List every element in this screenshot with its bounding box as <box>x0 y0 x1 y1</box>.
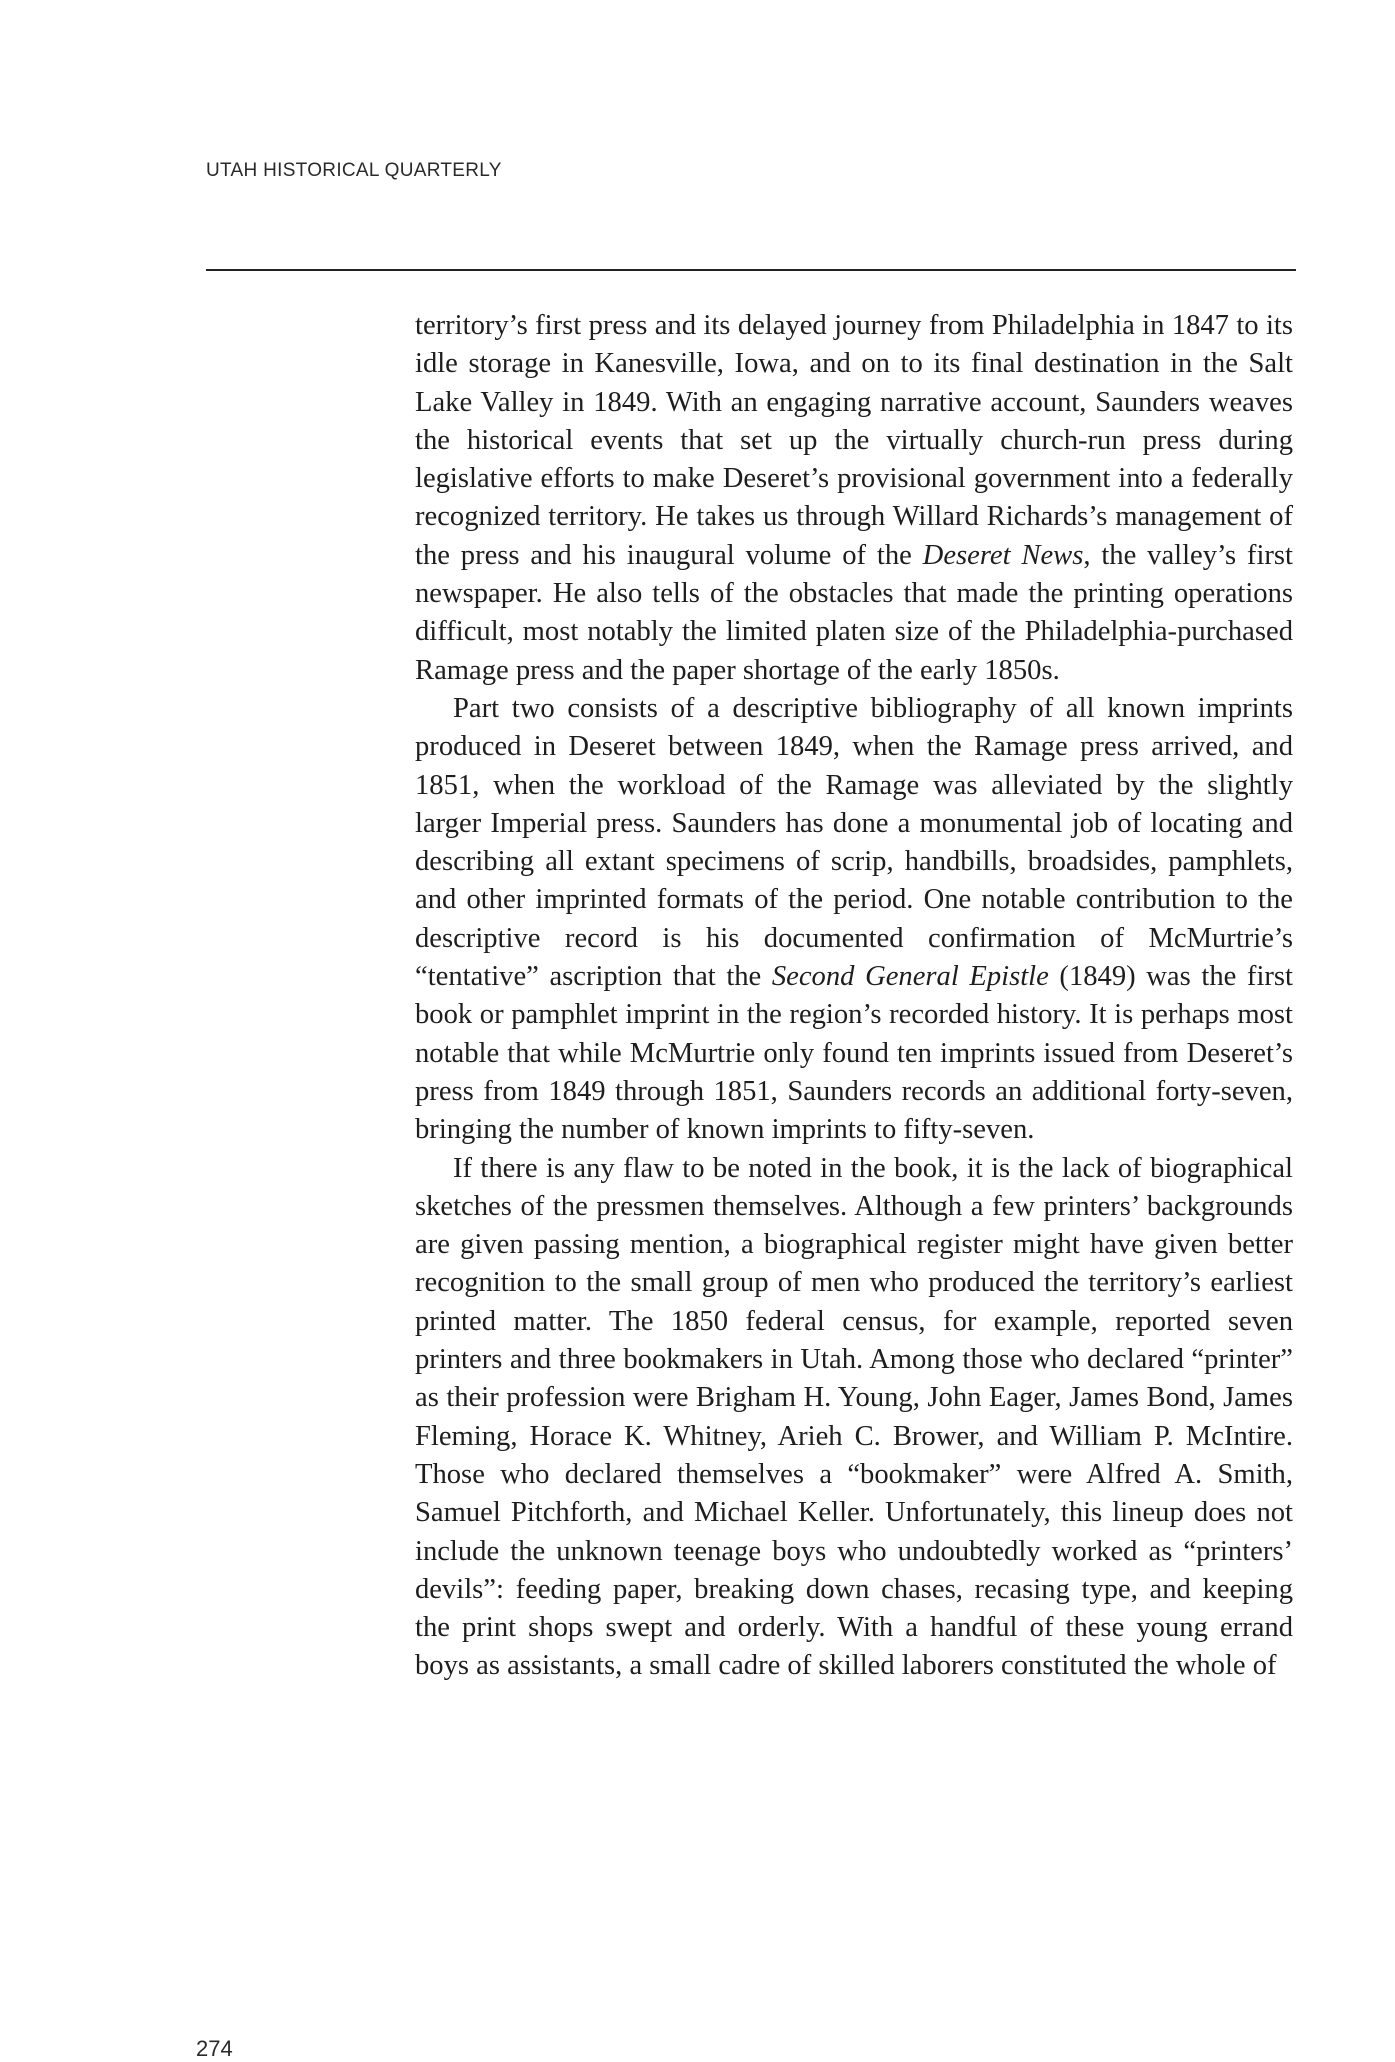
paragraph-1-text-a: territory’s first press and its delayed journey from Philadelphia in 1847 to its idle storage in Kanesville, Iowa, and on to its final destination in the Salt Lake Valley in 1849. With an engaging narrative account, Saunders weaves the historical events that set up the virtually church-run press during legislative efforts to make Deseret’s provisional government into a federally recognized territory. He takes us through Willard Richards’s management of the press and his inaugural volume of the <box>415 310 1293 571</box>
header-rule <box>206 269 1296 271</box>
paragraph-1-italic-title: Deseret News <box>922 539 1084 571</box>
article-body <box>415 307 1293 1686</box>
paragraph-2-text-b: (1849) was the first book or pamphlet imprint in the region’s recorded history. It is perhaps most notable that while McMurtrie only found ten imprints issued from Deseret’s press from 1849 through 1851, Saunders records an additional forty-seven, bringing the number of known imprints to fifty-seven. <box>415 961 1293 1146</box>
paragraph-3: If there is any flaw to be noted in the book, it is the lack of biographical sketches of the pressmen themselves. Although a few printers’ backgrounds are given passing mention, a biographical register might have given better recognition to the small group of men who produced the territory’s earliest printed matter. The 1850 federal census, for example, reported seven printers and three bookmakers in Utah. Among those who declared “printer” as their profession were Brigham H. Young, John Eager, James Bond, James Fleming, Horace K. Whitney, Arieh C. Brower, and William P. McIntire. Those who declared themselves a “bookmaker” were Alfred A. Smith, Samuel Pitchforth, and Michael Keller. Unfortunately, this lineup does not include the unknown teenage boys who undoubtedly worked as “printers’ devils”: feeding paper, breaking down chases, recasing type, and keeping the print shops swept and orderly. With a handful of these young errand boys as assistants, a small cadre of skilled laborers constituted the whole of <box>415 1152 1293 1682</box>
paragraph-2 <box>415 690 1293 1150</box>
page-number: 274 <box>196 2036 233 2061</box>
paragraph-2-text-a: Part two consists of a descriptive bibliography of all known imprints produced in Deseret between 1849, when the Ramage press arrived, and 1851, when the workload of the Ramage was alleviated by the slightly larger Imperial press. Saunders has done a monumental job of locating and describing all extant specimens of scrip, handbills, broadsides, pamphlets, and other imprinted formats of the period. One notable contribution to the descriptive record is his documented confirmation of McMurtrie’s “tentative” ascription that the <box>415 692 1293 993</box>
running-head: UTAH HISTORICAL QUARTERLY <box>206 160 502 181</box>
paragraph-2-italic-title: Second General Epistle <box>771 961 1049 993</box>
paragraph-1 <box>415 307 1293 690</box>
paragraph-1-text-b: , the valley’s first newspaper. He also tells of the obstacles that made the printing operations difficult, most notably the limited platen size of the Philadelphia-purchased Ramage press and the paper shortage of the early 1850s. <box>415 539 1293 686</box>
